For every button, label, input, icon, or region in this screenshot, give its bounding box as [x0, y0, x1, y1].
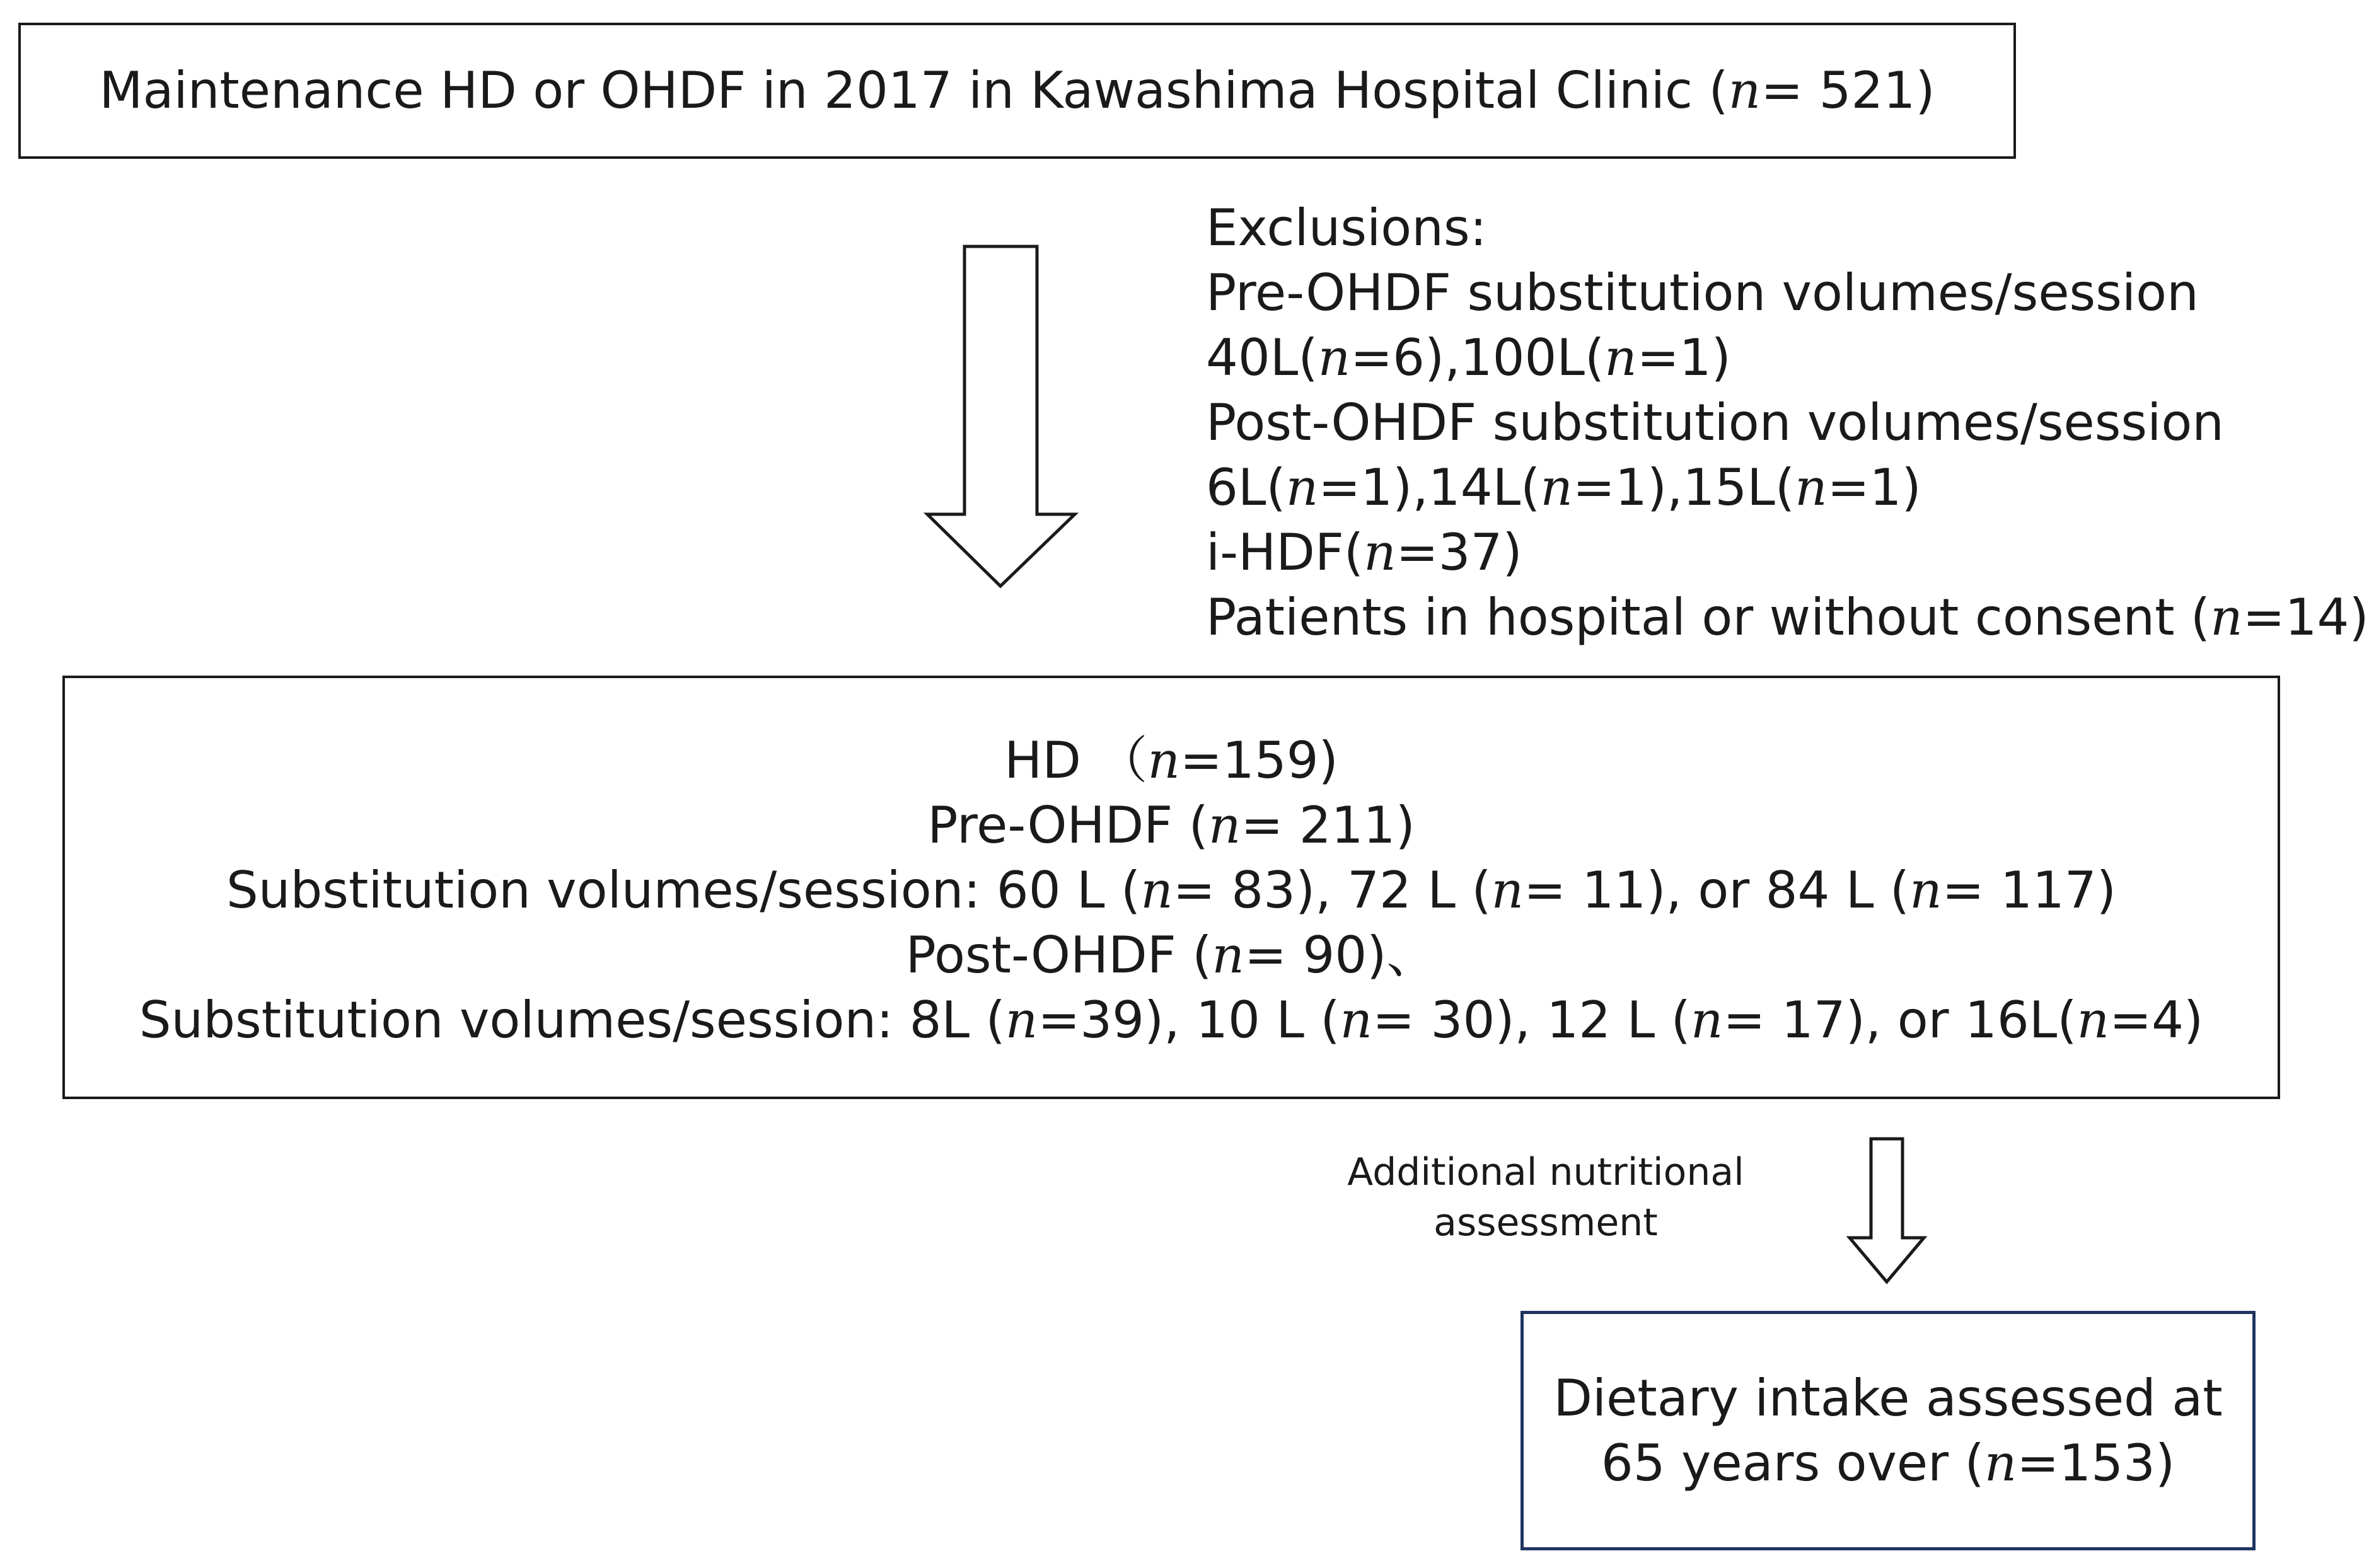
dietary-line: 65 years over (n=153)	[1601, 1434, 2175, 1492]
exclusions-line: Pre-OHDF substitution volumes/session	[1206, 263, 2199, 322]
down-arrow-small-icon	[1843, 1137, 1932, 1288]
group-line: Substitution volumes/session: 60 L (n= 83), 72 L (n= 11), or 84 L (n= 117)	[226, 860, 2116, 919]
n-symbol: n	[1318, 328, 1351, 387]
n-symbol: n	[1005, 990, 1038, 1049]
exclusions-line: i-HDF(n=37)	[1206, 523, 1522, 582]
group-line: Substitution volumes/session: 8L (n=39), 10 L (n= 30), 12 L (n= 17), or 16L(n=4)	[139, 990, 2204, 1049]
n-symbol: n	[1364, 523, 1396, 582]
exclusions-line: Exclusions:	[1206, 199, 1487, 257]
exclusions-line: Post-OHDF substitution volumes/session	[1206, 393, 2224, 452]
n-symbol: n	[2076, 990, 2110, 1049]
n-symbol: n	[1540, 458, 1573, 517]
n-symbol: n	[1690, 990, 1723, 1049]
cohort-source-text: Maintenance HD or OHDF in 2017 in Kawashima Hospital Clinic (n= 521)	[99, 61, 1935, 120]
group-line: HD （n=159)	[1004, 730, 1338, 790]
n-symbol: n	[1795, 458, 1827, 517]
n-symbol: n	[1340, 990, 1373, 1049]
exclusions-line: Patients in hospital or without consent (n=14)	[1206, 588, 2369, 647]
side-note-line: Additional nutritional	[1347, 1150, 1744, 1194]
n-symbol: n	[1909, 860, 1942, 919]
n-symbol: n	[1140, 860, 1173, 919]
n-symbol: n	[1285, 458, 1319, 517]
n-symbol: n	[1147, 730, 1180, 790]
down-arrow-main-icon	[924, 245, 1081, 588]
n-symbol: n	[1491, 860, 1524, 919]
n-symbol: n	[1728, 61, 1761, 120]
n-symbol: n	[1212, 925, 1244, 984]
exclusions-list	[1206, 195, 2369, 650]
cohort-source-box	[18, 23, 2016, 159]
exclusions-line: 6L(n=1),14L(n=1),15L(n=1)	[1206, 458, 1921, 517]
study-groups-box	[62, 676, 2280, 1099]
group-line: Pre-OHDF (n= 211)	[927, 795, 1415, 855]
exclusions-line: 40L(n=6),100L(n=1)	[1206, 328, 1731, 387]
additional-assessment-label	[1306, 1147, 1785, 1248]
group-line: Post-OHDF (n= 90)、	[905, 925, 1437, 984]
n-symbol: n	[2210, 588, 2243, 647]
dietary-line: Dietary intake assessed at	[1553, 1369, 2223, 1427]
n-symbol: n	[1208, 795, 1241, 855]
n-symbol: n	[1604, 328, 1637, 387]
side-note-line: assessment	[1434, 1201, 1658, 1245]
dietary-intake-box	[1520, 1311, 2256, 1550]
n-symbol: n	[1984, 1434, 2017, 1492]
